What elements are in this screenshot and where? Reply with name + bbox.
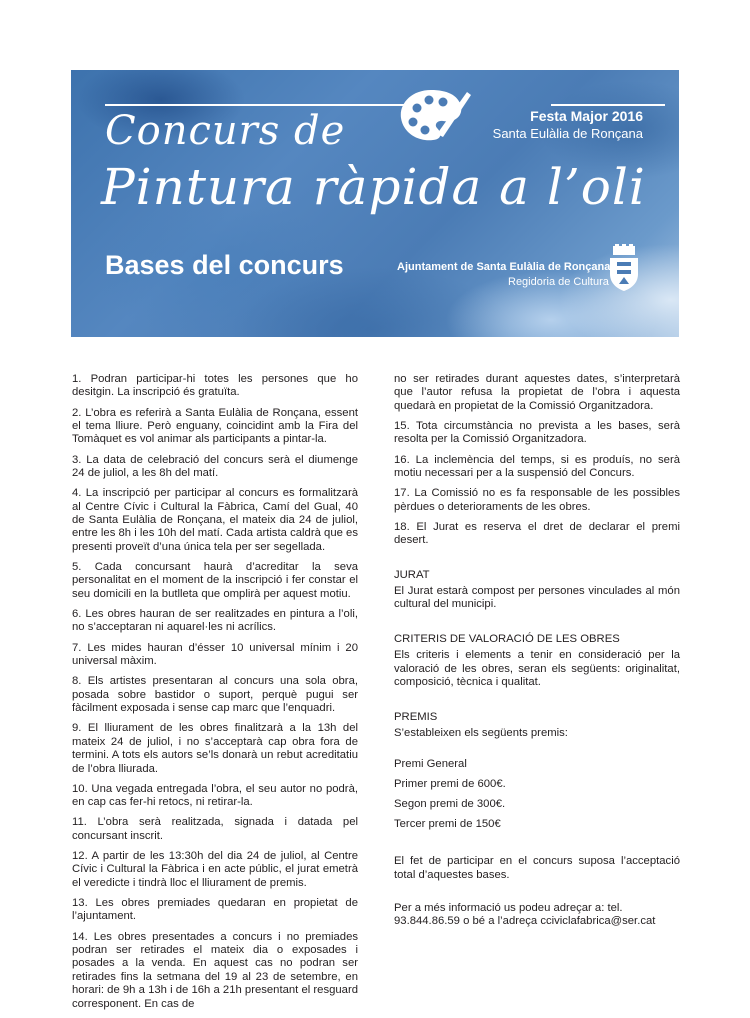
rule-item: 3. La data de celebració del concurs serà el diumenge 24 de juliol, a les 8h del matí. <box>72 453 358 480</box>
prize-list <box>394 758 680 831</box>
rule-item: 8. Els artistes presentaran al concurs una sola obra, posada sobre bastidor o suport, perquè pugui ser fàcilment exposada i sense cap marc que l’enquadri. <box>72 675 358 715</box>
rule-item: 9. El lliurament de les obres finalitzarà a la 13h del mateix 24 de juliol, i no s’acceptarà cap obra fora de termini. A tots els autors se’ls donarà un rebut acreditatiu de l’obra lliurada. <box>72 722 358 775</box>
rule-item: 1. Podran participar-hi totes les persones que ho desitgin. La inscripció és gratuïta. <box>72 373 358 399</box>
rule-item: 16. La inclemència del temps, si es produís, no serà motiu necessari per a la suspensió del Concurs. <box>394 453 680 480</box>
palette-icon <box>397 84 473 146</box>
rule-item: 5. Cada concursant haurà d’acreditar la seva personalitat en el moment de la inscripció i fer constar el seu domicili en la butlleta que omplirà per aquest motiu. <box>72 561 358 600</box>
prize-item: Premi General <box>394 758 467 771</box>
rule-item: 6. Les obres hauran de ser realitzades en pintura a l’oli, no s’acceptaran ni aquarel·les ni acrílics. <box>72 608 358 634</box>
prize-item: Primer premi de 600€. <box>394 778 506 791</box>
rule-item: 11. L’obra serà realitzada, signada i datada pel concursant inscrit. <box>72 816 358 842</box>
prize-item: Tercer premi de 150€ <box>394 817 501 830</box>
header-banner <box>71 70 679 337</box>
rule-item: 2. L’obra es referirà a Santa Eulàlia de Ronçana, essent el tema lliure. Però enguany, coincidint amb la Fira del Tomàquet es vol animar als participants a pintar-la. <box>72 406 358 446</box>
jurat-text: El Jurat estarà compost per persones vinculades al món cultural del municipi. <box>394 585 680 611</box>
jurat-heading: JURAT <box>394 568 430 581</box>
rule-item: 17. La Comissió no es fa responsable de les possibles pèrdues o deterioraments de les obres. <box>394 487 680 513</box>
rule-item: 7. Les mides hauran d’ésser 10 universal mínim i 20 universal màxim. <box>72 641 358 668</box>
coat-of-arms-icon <box>607 244 641 292</box>
contact-info: Per a més informació us podeu adreçar a: tel. 93.844.86.59 o bé a l’adreça cciviclafabrica@ser.cat <box>394 901 656 928</box>
event-name: Festa Major 2016 <box>530 108 643 124</box>
rule-item: 12. A partir de les 13:30h del dia 24 de juliol, al Centre Cívic i Cultural la Fàbrica i en acte públic, el jurat emetrà el veredicte i tindrà lloc el lliurament de premis. <box>72 849 358 889</box>
title-line-2: Pintura ràpida a l’oli <box>101 158 646 216</box>
title-line-1: Concurs de <box>105 108 346 154</box>
council-department: Regidoria de Cultura <box>508 276 609 288</box>
rules-left-column <box>72 373 358 1018</box>
rule-item: 15. Tota circumstància no prevista a les bases, serà resolta per la Comissió Organitzadora. <box>394 420 680 446</box>
closing-text: El fet de participar en el concurs suposa l’acceptació total d’aquestes bases. <box>394 855 680 881</box>
subtitle: Bases del concurs <box>105 250 344 280</box>
divider <box>551 104 665 106</box>
event-town: Santa Eulàlia de Ronçana <box>492 126 643 141</box>
premis-heading: PREMIS <box>394 710 438 723</box>
council-name: Ajuntament de Santa Eulàlia de Ronçana <box>397 261 611 273</box>
criteris-text: Els criteris i elements a tenir en consideració per la valoració de les obres, seran els següents: originalitat, composició, tècnica i qualitat. <box>394 649 680 689</box>
rule-continuation: no ser retirades durant aquestes dates, s’interpretarà que l’autor refusa la propietat de l’obra i aquesta quedarà en propietat de la Comissió Organitzadora. <box>394 373 680 412</box>
rule-item: 4. La inscripció per participar al concurs es formalitzarà al Centre Cívic i Cultural la Fàbrica, Camí del Gual, 40 de Santa Eulàlia de Ronçana, el mateix dia 24 de juliol, entre les 8h i les 10h del matí. Cada artista caldrà que es presenti proveït d’una única tela per ser segellada. <box>72 487 358 553</box>
premis-intro: S’estableixen els següents premis: <box>394 726 568 739</box>
rule-item: 18. El Jurat es reserva el dret de declarar el premi desert. <box>394 520 680 547</box>
prize-item: Segon premi de 300€. <box>394 797 506 810</box>
rule-item: 10. Una vegada entregada l’obra, el seu autor no podrà, en cap cas fer-hi retocs, ni retirar-la. <box>72 782 358 809</box>
rules-right-column <box>394 373 680 936</box>
rule-item: 14. Les obres presentades a concurs i no premiades podran ser retirades el mateix dia o exposades i posades a la venda. En aquest cas no podran ser retirades fins la setmana del 19 al 23 de setembre, en horari: de 9h a 13h i de 16h a 21h presentant el resguard corresponent. En cas de <box>72 930 358 1010</box>
rule-item: 13. Les obres premiades quedaran en propietat de l’ajuntament. <box>72 896 358 923</box>
criteris-heading: CRITERIS DE VALORACIÓ DE LES OBRES <box>394 632 620 645</box>
